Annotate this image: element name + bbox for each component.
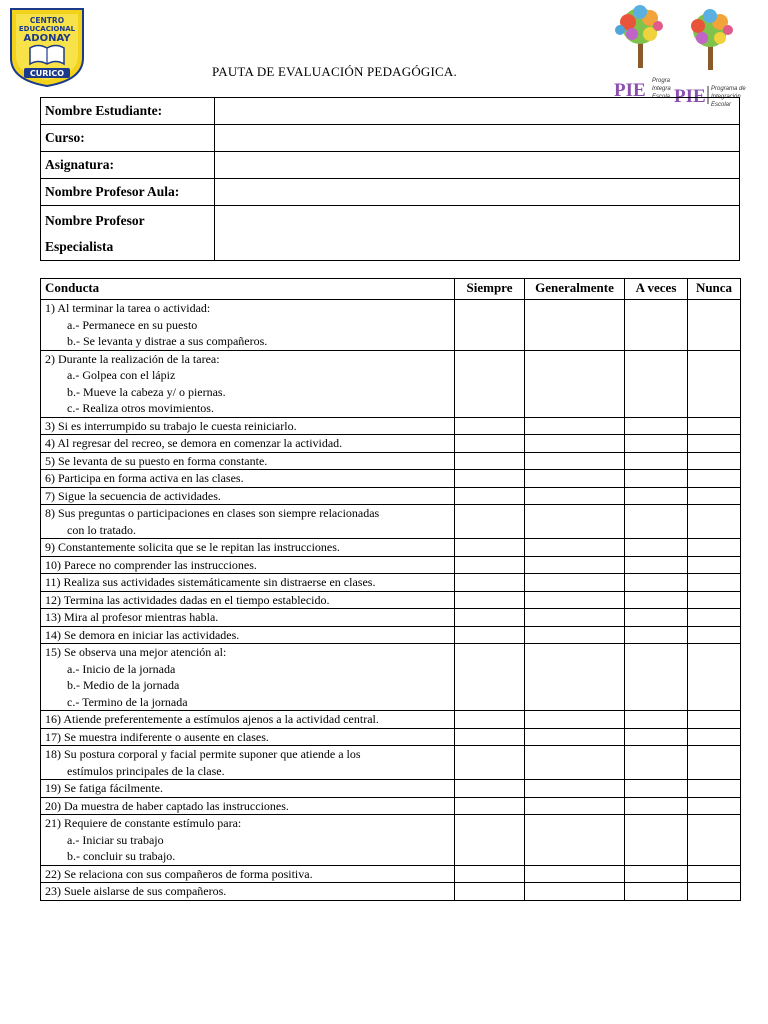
table-row bbox=[41, 865, 741, 883]
course-field[interactable] bbox=[214, 125, 739, 152]
table-row bbox=[41, 470, 741, 488]
answer-cell-nunca[interactable] bbox=[688, 728, 741, 746]
answer-cell-siempre[interactable] bbox=[455, 591, 525, 609]
answer-cell-generalmente[interactable] bbox=[525, 435, 625, 453]
conduct-item-text: 5) Se levanta de su puesto en forma constante. bbox=[45, 453, 268, 468]
table-row bbox=[41, 797, 741, 815]
answer-cell-a-veces[interactable] bbox=[625, 539, 688, 557]
specialist-field[interactable] bbox=[214, 206, 739, 261]
answer-cell-siempre[interactable] bbox=[455, 883, 525, 901]
conduct-item-text: 9) Constantemente solicita que se le repitan las instrucciones. bbox=[45, 540, 340, 554]
conduct-item bbox=[41, 300, 455, 351]
conduct-subitem-text: a.- Inicio de la jornada bbox=[67, 661, 176, 676]
answer-cell-siempre[interactable] bbox=[455, 539, 525, 557]
answer-cell-a-veces[interactable] bbox=[625, 865, 688, 883]
conduct-item bbox=[41, 591, 455, 609]
logo-text-2: EDUCACIONAL bbox=[18, 25, 76, 33]
table-row bbox=[41, 505, 741, 539]
subject-field[interactable] bbox=[214, 152, 739, 179]
answer-cell-generalmente[interactable] bbox=[525, 452, 625, 470]
document-title: PAUTA DE EVALUACIÓN PEDAGÓGICA. bbox=[212, 64, 457, 79]
logo-text-3: ADONAY bbox=[23, 33, 71, 44]
answer-cell-generalmente[interactable] bbox=[525, 746, 625, 780]
student-name-label: Nombre Estudiante: bbox=[41, 98, 215, 125]
conduct-subitem-text: con lo tratado. bbox=[67, 522, 136, 537]
answer-cell-a-veces[interactable] bbox=[625, 435, 688, 453]
specialist-label bbox=[41, 206, 215, 261]
conduct-item bbox=[41, 644, 455, 711]
answer-cell-a-veces[interactable] bbox=[625, 417, 688, 435]
specialist-label-line1: Nombre Profesor bbox=[45, 213, 145, 228]
conduct-subitem-text: estímulos principales de la clase. bbox=[67, 763, 225, 778]
column-header-conducta: Conducta bbox=[41, 279, 455, 300]
conduct-subitem-text: b.- Se levanta y distrae a sus compañeros. bbox=[67, 334, 268, 348]
conduct-item-text: 19) Se fatiga fácilmente. bbox=[45, 781, 163, 795]
conduct-subitem-text: c.- Termino de la jornada bbox=[67, 694, 188, 709]
answer-cell-siempre[interactable] bbox=[455, 626, 525, 644]
conduct-item-text: 1) Al terminar la tarea o actividad: bbox=[45, 301, 211, 315]
conduct-item-text: 23) Suele aislarse de sus compañeros. bbox=[45, 884, 227, 898]
school-logo bbox=[8, 6, 86, 88]
book-icon bbox=[30, 46, 64, 65]
answer-cell-siempre[interactable] bbox=[455, 746, 525, 780]
answer-cell-generalmente[interactable] bbox=[525, 350, 625, 417]
answer-cell-nunca[interactable] bbox=[688, 815, 741, 866]
table-row bbox=[41, 746, 741, 780]
tree-icon bbox=[691, 9, 733, 70]
answer-cell-nunca[interactable] bbox=[688, 300, 741, 351]
pie-text-1c: Escola bbox=[652, 94, 671, 100]
answer-cell-a-veces[interactable] bbox=[625, 780, 688, 798]
conduct-item bbox=[41, 746, 455, 780]
table-row bbox=[41, 487, 741, 505]
answer-cell-nunca[interactable] bbox=[688, 797, 741, 815]
conduct-item-text: 22) Se relaciona con sus compañeros de forma positiva. bbox=[45, 866, 313, 881]
answer-cell-generalmente[interactable] bbox=[525, 797, 625, 815]
answer-cell-generalmente[interactable] bbox=[525, 728, 625, 746]
conduct-item-text: 18) Su postura corporal y facial permite suponer que atiende a los bbox=[45, 747, 361, 761]
answer-cell-nunca[interactable] bbox=[688, 452, 741, 470]
answer-cell-siempre[interactable] bbox=[455, 865, 525, 883]
answer-cell-nunca[interactable] bbox=[688, 865, 741, 883]
answer-cell-a-veces[interactable] bbox=[625, 487, 688, 505]
answer-cell-siempre[interactable] bbox=[455, 300, 525, 351]
answer-cell-a-veces[interactable] bbox=[625, 300, 688, 351]
answer-cell-siempre[interactable] bbox=[455, 452, 525, 470]
answer-cell-generalmente[interactable] bbox=[525, 815, 625, 866]
conduct-item bbox=[41, 728, 455, 746]
answer-cell-siempre[interactable] bbox=[455, 435, 525, 453]
answer-cell-generalmente[interactable] bbox=[525, 609, 625, 627]
conduct-item bbox=[41, 711, 455, 729]
conduct-item bbox=[41, 556, 455, 574]
answer-cell-siempre[interactable] bbox=[455, 728, 525, 746]
answer-cell-a-veces[interactable] bbox=[625, 591, 688, 609]
conduct-item bbox=[41, 797, 455, 815]
table-row bbox=[41, 609, 741, 627]
answer-cell-a-veces[interactable] bbox=[625, 574, 688, 592]
pie-text-2b: Integración bbox=[711, 94, 741, 100]
conduct-item-text: 20) Da muestra de haber captado las instrucciones. bbox=[45, 798, 289, 813]
answer-cell-generalmente[interactable] bbox=[525, 574, 625, 592]
answer-cell-siempre[interactable] bbox=[455, 815, 525, 866]
answer-cell-a-veces[interactable] bbox=[625, 711, 688, 729]
answer-cell-nunca[interactable] bbox=[688, 487, 741, 505]
answer-cell-nunca[interactable] bbox=[688, 574, 741, 592]
pie-logos bbox=[606, 0, 754, 110]
table-row bbox=[41, 539, 741, 557]
conduct-item-text: 12) Termina las actividades dadas en el tiempo establecido. bbox=[45, 592, 330, 607]
answer-cell-nunca[interactable] bbox=[688, 644, 741, 711]
table-row bbox=[41, 728, 741, 746]
conduct-item bbox=[41, 487, 455, 505]
answer-cell-generalmente[interactable] bbox=[525, 470, 625, 488]
answer-cell-a-veces[interactable] bbox=[625, 470, 688, 488]
conduct-item bbox=[41, 452, 455, 470]
conduct-item bbox=[41, 505, 455, 539]
answer-cell-nunca[interactable] bbox=[688, 780, 741, 798]
conduct-subitem-text: c.- Realiza otros movimientos. bbox=[67, 401, 214, 415]
answer-cell-generalmente[interactable] bbox=[525, 505, 625, 539]
answer-cell-generalmente[interactable] bbox=[525, 644, 625, 711]
answer-cell-siempre[interactable] bbox=[455, 609, 525, 627]
answer-cell-generalmente[interactable] bbox=[525, 417, 625, 435]
answer-cell-siempre[interactable] bbox=[455, 487, 525, 505]
table-row bbox=[41, 815, 741, 866]
answer-cell-a-veces[interactable] bbox=[625, 452, 688, 470]
answer-cell-generalmente[interactable] bbox=[525, 487, 625, 505]
answer-cell-generalmente[interactable] bbox=[525, 300, 625, 351]
column-header-siempre: Siempre bbox=[455, 279, 525, 300]
conduct-item bbox=[41, 780, 455, 798]
conduct-item bbox=[41, 609, 455, 627]
table-row bbox=[41, 435, 741, 453]
conduct-item bbox=[41, 539, 455, 557]
answer-cell-generalmente[interactable] bbox=[525, 556, 625, 574]
answer-cell-generalmente[interactable] bbox=[525, 865, 625, 883]
answer-cell-nunca[interactable] bbox=[688, 883, 741, 901]
conduct-item-text: 17) Se muestra indiferente o ausente en clases. bbox=[45, 729, 269, 744]
answer-cell-a-veces[interactable] bbox=[625, 728, 688, 746]
answer-cell-nunca[interactable] bbox=[688, 435, 741, 453]
answer-cell-a-veces[interactable] bbox=[625, 746, 688, 780]
conduct-subitem-text: b.- concluir su trabajo. bbox=[67, 849, 176, 863]
answer-cell-a-veces[interactable] bbox=[625, 350, 688, 417]
table-row bbox=[41, 591, 741, 609]
logo-text-4: CURICO bbox=[29, 69, 65, 78]
conduct-subitem-text: b.- Mueve la cabeza y/ o piernas. bbox=[67, 384, 226, 399]
conduct-item bbox=[41, 626, 455, 644]
answer-cell-generalmente[interactable] bbox=[525, 883, 625, 901]
table-row bbox=[41, 626, 741, 644]
table-row bbox=[41, 350, 741, 417]
conduct-item bbox=[41, 417, 455, 435]
table-row bbox=[41, 417, 741, 435]
answer-cell-a-veces[interactable] bbox=[625, 644, 688, 711]
conduct-item-text: 7) Sigue la secuencia de actividades. bbox=[45, 488, 221, 503]
conduct-item-text: 16) Atiende preferentemente a estímulos ajenos a la actividad central. bbox=[45, 712, 379, 726]
teacher-field[interactable] bbox=[214, 179, 739, 206]
table-row bbox=[41, 711, 741, 729]
answer-cell-siempre[interactable] bbox=[455, 644, 525, 711]
answer-cell-generalmente[interactable] bbox=[525, 626, 625, 644]
conduct-table bbox=[40, 278, 741, 901]
conduct-item-text: 6) Participa en forma activa en las clases. bbox=[45, 471, 244, 485]
column-header-generalmente: Generalmente bbox=[525, 279, 625, 300]
answer-cell-siempre[interactable] bbox=[455, 417, 525, 435]
table-row bbox=[41, 452, 741, 470]
pie-text-2c: Escolar bbox=[711, 102, 732, 108]
conduct-item bbox=[41, 350, 455, 417]
table-row bbox=[41, 644, 741, 711]
student-info-table bbox=[40, 97, 740, 261]
answer-cell-a-veces[interactable] bbox=[625, 797, 688, 815]
conduct-item-text: 2) Durante la realización de la tarea: bbox=[45, 351, 220, 366]
answer-cell-siempre[interactable] bbox=[455, 574, 525, 592]
conduct-item-text: 11) Realiza sus actividades sistemáticamente sin distraerse en clases. bbox=[45, 575, 376, 589]
pie-badge-1: PIE bbox=[614, 80, 646, 101]
table-row bbox=[41, 574, 741, 592]
answer-cell-a-veces[interactable] bbox=[625, 626, 688, 644]
table-row bbox=[41, 883, 741, 901]
answer-cell-siempre[interactable] bbox=[455, 505, 525, 539]
conduct-subitem-text: a.- Iniciar su trabajo bbox=[67, 832, 164, 847]
answer-cell-nunca[interactable] bbox=[688, 350, 741, 417]
answer-cell-nunca[interactable] bbox=[688, 556, 741, 574]
course-label: Curso: bbox=[41, 125, 215, 152]
answer-cell-generalmente[interactable] bbox=[525, 711, 625, 729]
table-row bbox=[41, 300, 741, 351]
conduct-item-text: 21) Requiere de constante estímulo para: bbox=[45, 816, 242, 830]
answer-cell-a-veces[interactable] bbox=[625, 883, 688, 901]
conduct-item bbox=[41, 574, 455, 592]
conduct-subitem-text: b.- Medio de la jornada bbox=[67, 678, 180, 692]
answer-cell-siempre[interactable] bbox=[455, 350, 525, 417]
conduct-item-text: 13) Mira al profesor mientras habla. bbox=[45, 610, 219, 624]
conduct-item bbox=[41, 435, 455, 453]
answer-cell-nunca[interactable] bbox=[688, 539, 741, 557]
conduct-item-text: 14) Se demora en iniciar las actividades. bbox=[45, 627, 240, 642]
conduct-item-text: 3) Si es interrumpido su trabajo le cuesta reiniciarlo. bbox=[45, 418, 297, 433]
conduct-item bbox=[41, 883, 455, 901]
answer-cell-siempre[interactable] bbox=[455, 711, 525, 729]
answer-cell-siempre[interactable] bbox=[455, 470, 525, 488]
pie-text-1b: Integra bbox=[652, 86, 671, 92]
column-header-a-veces: A veces bbox=[625, 279, 688, 300]
conduct-item bbox=[41, 815, 455, 866]
table-row bbox=[41, 780, 741, 798]
pie-text-2a: Programa de bbox=[711, 86, 746, 92]
answer-cell-generalmente[interactable] bbox=[525, 539, 625, 557]
conduct-item bbox=[41, 865, 455, 883]
answer-cell-nunca[interactable] bbox=[688, 470, 741, 488]
conduct-subitem-text: a.- Permanece en su puesto bbox=[67, 317, 198, 332]
pie-badge-2: PIE bbox=[674, 86, 706, 107]
conduct-item-text: 4) Al regresar del recreo, se demora en comenzar la actividad. bbox=[45, 436, 343, 450]
answer-cell-siempre[interactable] bbox=[455, 797, 525, 815]
answer-cell-nunca[interactable] bbox=[688, 711, 741, 729]
pie-text-1a: Progra bbox=[652, 78, 671, 84]
logo-text-1: CENTRO bbox=[29, 16, 65, 25]
subject-label: Asignatura: bbox=[41, 152, 215, 179]
teacher-label: Nombre Profesor Aula: bbox=[41, 179, 215, 206]
answer-cell-a-veces[interactable] bbox=[625, 556, 688, 574]
answer-cell-a-veces[interactable] bbox=[625, 505, 688, 539]
conduct-item-text: 10) Parece no comprender las instrucciones. bbox=[45, 557, 257, 572]
answer-cell-nunca[interactable] bbox=[688, 417, 741, 435]
answer-cell-generalmente[interactable] bbox=[525, 591, 625, 609]
answer-cell-a-veces[interactable] bbox=[625, 609, 688, 627]
tree-icon bbox=[615, 5, 663, 68]
answer-cell-nunca[interactable] bbox=[688, 505, 741, 539]
specialist-label-line2: Especialista bbox=[45, 239, 114, 254]
answer-cell-siempre[interactable] bbox=[455, 780, 525, 798]
answer-cell-nunca[interactable] bbox=[688, 591, 741, 609]
conduct-item-text: 15) Se observa una mejor atención al: bbox=[45, 645, 227, 659]
table-row bbox=[41, 556, 741, 574]
conduct-item bbox=[41, 470, 455, 488]
student-name-field[interactable] bbox=[214, 98, 739, 125]
answer-cell-nunca[interactable] bbox=[688, 746, 741, 780]
column-header-nunca: Nunca bbox=[688, 279, 741, 300]
conduct-item-text: 8) Sus preguntas o participaciones en clases son siempre relacionadas bbox=[45, 506, 380, 520]
answer-cell-siempre[interactable] bbox=[455, 556, 525, 574]
answer-cell-generalmente[interactable] bbox=[525, 780, 625, 798]
answer-cell-a-veces[interactable] bbox=[625, 815, 688, 866]
answer-cell-nunca[interactable] bbox=[688, 609, 741, 627]
conduct-subitem-text: a.- Golpea con el lápiz bbox=[67, 368, 176, 382]
answer-cell-nunca[interactable] bbox=[688, 626, 741, 644]
